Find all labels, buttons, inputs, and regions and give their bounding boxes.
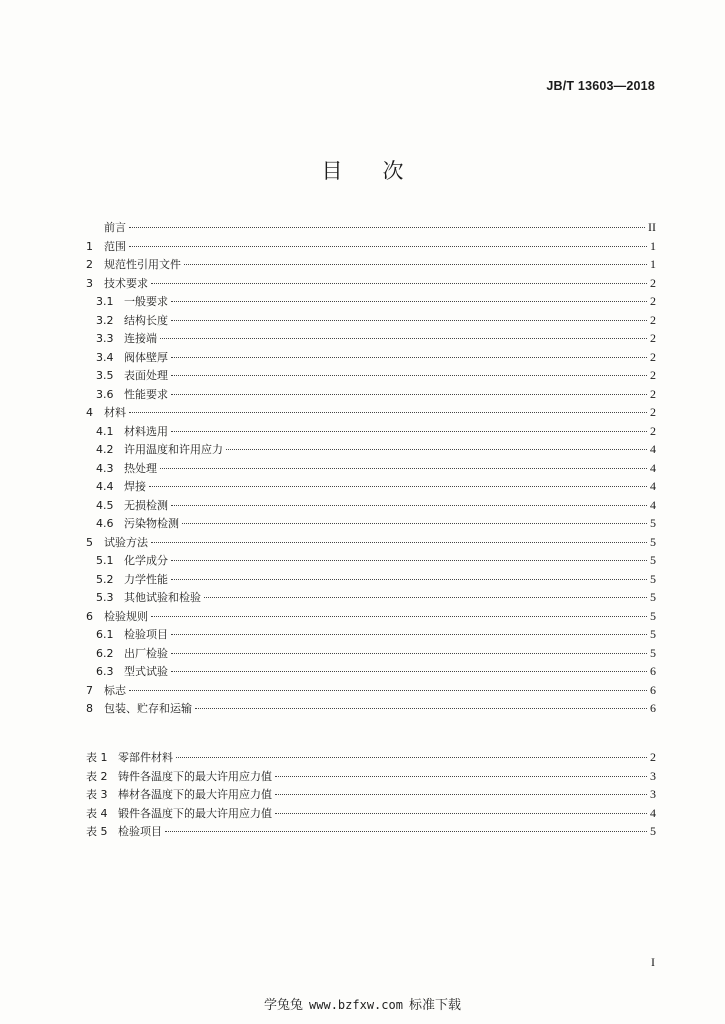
entry-label: 阀体壁厚 (124, 350, 168, 364)
dot-leader (195, 708, 647, 709)
entry-page: 2 (650, 368, 656, 382)
dot-leader (151, 542, 647, 543)
toc-entry[interactable] (86, 440, 656, 459)
dot-leader (275, 813, 647, 814)
dot-leader (176, 757, 647, 758)
entry-number: 2 (86, 258, 93, 271)
toc-entry[interactable] (86, 551, 656, 570)
dot-leader (226, 449, 647, 450)
toc-entry[interactable] (86, 292, 656, 311)
title-char-1: 目 (321, 159, 343, 183)
entry-number: 4.3 (96, 461, 114, 475)
entry-number: 6.1 (96, 628, 114, 641)
toc-entry[interactable] (86, 607, 656, 626)
entry-number: 4.1 (96, 424, 114, 438)
entry-page: 2 (650, 312, 656, 327)
entry-page: 5 (650, 608, 656, 623)
entry-label: 表面处理 (124, 369, 168, 382)
entry-page: 2 (650, 294, 656, 308)
entry-number: 4.4 (96, 480, 114, 493)
toc-entry[interactable] (86, 514, 656, 533)
toc-entry[interactable] (86, 681, 656, 700)
toc-entry[interactable] (86, 329, 656, 348)
entry-label: 出厂检验 (124, 646, 168, 660)
entry-page: 5 (650, 645, 656, 660)
entry-label: 污染物检测 (124, 517, 179, 530)
entry-number: 表 2 (86, 769, 108, 783)
entry-number: 6.3 (96, 665, 114, 678)
toc-entry[interactable] (86, 459, 656, 478)
watermark (0, 994, 725, 1013)
dot-leader (129, 246, 647, 247)
entry-label: 型式试验 (124, 665, 168, 678)
entry-number: 6 (86, 609, 93, 623)
entry-page: 6 (650, 682, 656, 697)
entry-number: 6.2 (96, 646, 114, 660)
entry-label: 零部件材料 (118, 751, 173, 764)
dot-leader (171, 671, 647, 672)
table-entry[interactable] (86, 785, 656, 804)
entry-label: 范围 (104, 239, 126, 253)
table-entry[interactable] (86, 767, 656, 786)
entry-label: 结构长度 (124, 313, 168, 327)
entry-label: 化学成分 (124, 554, 168, 567)
entry-number: 3 (86, 276, 93, 290)
dot-leader (171, 634, 647, 635)
toc-entry[interactable] (86, 385, 656, 404)
dot-leader (171, 320, 647, 321)
entry-page: 6 (650, 701, 656, 715)
page-title (0, 155, 725, 185)
dot-leader (171, 394, 647, 395)
toc-entry[interactable] (86, 644, 656, 663)
standard-code: JB/T 13603—2018 (546, 79, 655, 93)
dot-leader (204, 597, 647, 598)
entry-label: 热处理 (124, 461, 157, 475)
entry-page: 2 (650, 386, 656, 401)
dot-leader (171, 653, 647, 654)
entry-page: 5 (650, 571, 656, 586)
entry-label: 性能要求 (124, 387, 168, 401)
watermark-brand: 学兔兔 (264, 998, 304, 1013)
dot-leader (171, 560, 647, 561)
entry-number: 3.3 (96, 332, 114, 345)
dot-leader (171, 301, 647, 302)
dot-leader (160, 468, 647, 469)
toc-entry[interactable] (86, 348, 656, 367)
table-entry[interactable] (86, 822, 656, 841)
entry-number: 表 5 (86, 825, 108, 838)
entry-number: 1 (86, 239, 93, 253)
entry-page: 1 (650, 238, 656, 253)
dot-leader (165, 831, 647, 832)
entry-number: 3.4 (96, 350, 114, 364)
entry-label: 检验规则 (104, 609, 148, 623)
entry-number: 4 (86, 406, 93, 419)
entry-label: 材料 (104, 406, 126, 419)
entry-page: 4 (650, 497, 656, 512)
entry-page: 5 (650, 590, 656, 604)
entry-number: 4.5 (96, 498, 114, 512)
toc-entry[interactable] (86, 533, 656, 552)
entry-number: 5 (86, 535, 93, 549)
toc-entry[interactable] (86, 496, 656, 515)
dot-leader (171, 375, 647, 376)
dot-leader (160, 338, 647, 339)
entry-number: 3.5 (96, 369, 114, 382)
toc-entry[interactable] (86, 477, 656, 496)
entry-number: 表 1 (86, 751, 108, 764)
entry-number: 5.1 (96, 554, 114, 567)
entry-label: 标志 (104, 683, 126, 697)
entry-page: 5 (650, 534, 656, 549)
entry-page: 5 (650, 627, 656, 641)
dot-leader (129, 690, 647, 691)
entry-label: 检验项目 (118, 825, 162, 838)
title-char-2: 次 (382, 159, 404, 183)
table-list (86, 748, 656, 841)
table-entry[interactable] (86, 804, 656, 823)
entry-page: 3 (650, 787, 656, 801)
toc-entry[interactable] (86, 366, 656, 385)
table-entry[interactable] (86, 748, 656, 767)
entry-number: 4.6 (96, 517, 114, 530)
entry-page: 4 (650, 460, 656, 475)
entry-number: 4.2 (96, 443, 114, 456)
dot-leader (275, 776, 647, 777)
entry-page: 4 (650, 805, 656, 820)
entry-page: 5 (650, 553, 656, 567)
entry-label: 铸件各温度下的最大许用应力值 (118, 769, 272, 783)
entry-page: 4 (650, 442, 656, 456)
dot-leader (151, 616, 647, 617)
entry-page: 2 (650, 750, 656, 764)
watermark-url[interactable]: www.bzfxw.com (309, 998, 403, 1012)
entry-label: 焊接 (124, 480, 146, 493)
dot-leader (171, 579, 647, 580)
entry-label: 连接端 (124, 332, 157, 345)
entry-label: 包装、贮存和运输 (104, 702, 192, 715)
entry-label: 规范性引用文件 (104, 258, 181, 271)
toc-entry[interactable] (86, 311, 656, 330)
entry-page: 3 (650, 768, 656, 783)
entry-label: 锻件各温度下的最大许用应力值 (118, 806, 272, 820)
entry-page: 2 (650, 405, 656, 419)
entry-number: 3.1 (96, 295, 114, 308)
dot-leader (171, 357, 647, 358)
dot-leader (149, 486, 647, 487)
toc-entry[interactable] (86, 218, 656, 237)
dot-leader (151, 283, 647, 284)
entry-number: 8 (86, 702, 93, 715)
entry-number: 5.2 (96, 572, 114, 586)
entry-page: 2 (650, 349, 656, 364)
entry-page: 6 (650, 664, 656, 678)
toc-entry[interactable] (86, 237, 656, 256)
entry-number: 3.6 (96, 387, 114, 401)
entry-page: 2 (650, 331, 656, 345)
entry-label: 试验方法 (104, 535, 148, 549)
entry-page: 5 (650, 824, 656, 838)
dot-leader (171, 505, 647, 506)
dot-leader (182, 523, 647, 524)
entry-page: 4 (650, 479, 656, 493)
entry-label: 无损检测 (124, 498, 168, 512)
entry-label: 许用温度和许用应力 (124, 443, 223, 456)
entry-page: 5 (650, 516, 656, 530)
toc-entry[interactable] (86, 699, 656, 718)
entry-number: 5.3 (96, 591, 114, 604)
entry-number: 7 (86, 683, 93, 697)
toc-entry[interactable] (86, 570, 656, 589)
toc-entry[interactable] (86, 403, 656, 422)
toc-entry[interactable] (86, 422, 656, 441)
toc-list (86, 218, 656, 718)
watermark-tagline: 标准下载 (408, 998, 461, 1013)
toc-entry[interactable] (86, 255, 656, 274)
entry-label: 技术要求 (104, 276, 148, 290)
entry-label: 力学性能 (124, 572, 168, 586)
entry-page: 1 (650, 257, 656, 271)
dot-leader (129, 412, 647, 413)
dot-leader (275, 794, 647, 795)
toc-entry[interactable] (86, 274, 656, 293)
dot-leader (184, 264, 647, 265)
dot-leader (171, 431, 647, 432)
page-number: I (651, 955, 655, 969)
toc-entry[interactable] (86, 588, 656, 607)
entry-page: 2 (650, 423, 656, 438)
entry-page: 2 (650, 275, 656, 290)
entry-label: 材料选用 (124, 424, 168, 438)
entry-number: 表 4 (86, 806, 108, 820)
toc-entry[interactable] (86, 662, 656, 681)
entry-number: 3.2 (96, 313, 114, 327)
entry-number: 表 3 (86, 788, 108, 801)
dot-leader (129, 227, 645, 228)
entry-label: 一般要求 (124, 295, 168, 308)
entry-label: 检验项目 (124, 628, 168, 641)
entry-label: 棒材各温度下的最大许用应力值 (118, 788, 272, 801)
entry-label: 前言 (104, 221, 126, 234)
toc-entry[interactable] (86, 625, 656, 644)
entry-label: 其他试验和检验 (124, 591, 201, 604)
entry-page: II (648, 220, 656, 234)
